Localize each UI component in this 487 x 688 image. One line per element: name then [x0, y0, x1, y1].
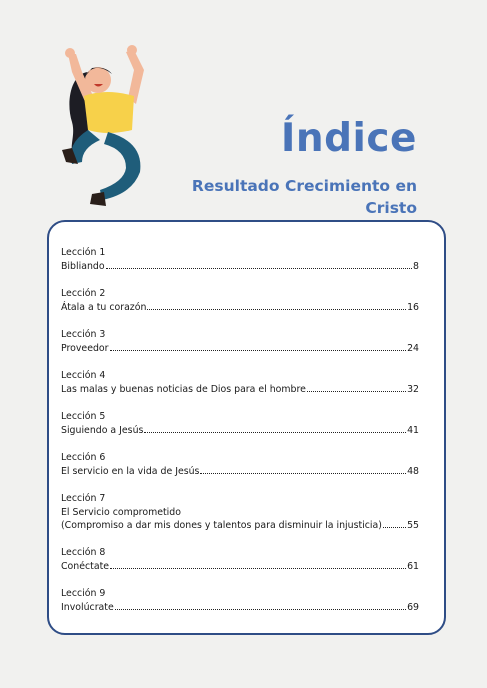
- toc-entry[interactable]: [61, 546, 419, 573]
- dot-leader: [144, 432, 406, 433]
- lesson-number: Lección 3: [61, 328, 106, 340]
- page-number: 69: [407, 602, 419, 614]
- toc-entry[interactable]: [61, 246, 419, 273]
- toc-entry[interactable]: [61, 587, 419, 614]
- page-number: 61: [407, 561, 419, 573]
- toc-entry[interactable]: [61, 451, 419, 478]
- lesson-number: Lección 6: [61, 451, 106, 463]
- lesson-title: Proveedor: [61, 342, 109, 354]
- dot-leader: [147, 309, 406, 310]
- page-number: 32: [407, 383, 419, 395]
- lesson-number: Lección 7: [61, 492, 106, 504]
- lesson-title: (Compromiso a dar mis dones y talentos para disminuir la injusticia): [61, 520, 382, 532]
- dot-leader: [110, 350, 407, 351]
- page-title: Índice: [280, 116, 417, 161]
- page-number: 8: [413, 260, 419, 272]
- lesson-title: El Servicio comprometido: [61, 506, 181, 518]
- lesson-title: Siguiendo a Jesús: [61, 424, 144, 436]
- index-card: [47, 220, 446, 635]
- dot-leader: [115, 609, 406, 610]
- lesson-title: Las malas y buenas noticias de Dios para el hombre: [61, 383, 306, 395]
- toc-entry[interactable]: [61, 492, 419, 533]
- lesson-number: Lección 2: [61, 287, 106, 299]
- toc-entry[interactable]: [61, 369, 419, 396]
- lesson-number: Lección 9: [61, 588, 106, 600]
- lesson-number: Lección 5: [61, 410, 106, 422]
- lesson-title: Conéctate: [61, 561, 110, 573]
- dot-leader: [200, 473, 406, 474]
- lesson-title: Involúcrate: [61, 602, 114, 614]
- jumping-girl-illustration: [48, 44, 168, 216]
- lesson-title: El servicio en la vida de Jesús: [61, 465, 200, 477]
- dot-leader: [106, 268, 412, 269]
- dot-leader: [383, 527, 406, 528]
- page-number: 41: [407, 424, 419, 436]
- toc-entry[interactable]: [61, 287, 419, 314]
- page-number: 16: [407, 301, 419, 313]
- page-subtitle: Resultado Crecimiento en Cristo: [191, 177, 417, 217]
- lesson-title: Bibliando: [61, 260, 105, 272]
- page-number: 55: [407, 520, 419, 532]
- lesson-number: Lección 4: [61, 369, 106, 381]
- page-number: 24: [407, 342, 419, 354]
- toc-entry[interactable]: [61, 410, 419, 437]
- dot-leader: [110, 568, 406, 569]
- page-number: 48: [407, 465, 419, 477]
- table-of-contents: [61, 246, 419, 628]
- lesson-number: Lección 1: [61, 247, 106, 258]
- lesson-title: Átala a tu corazón: [61, 301, 147, 313]
- dot-leader: [307, 391, 406, 392]
- lesson-number: Lección 8: [61, 547, 106, 559]
- toc-entry[interactable]: [61, 328, 419, 355]
